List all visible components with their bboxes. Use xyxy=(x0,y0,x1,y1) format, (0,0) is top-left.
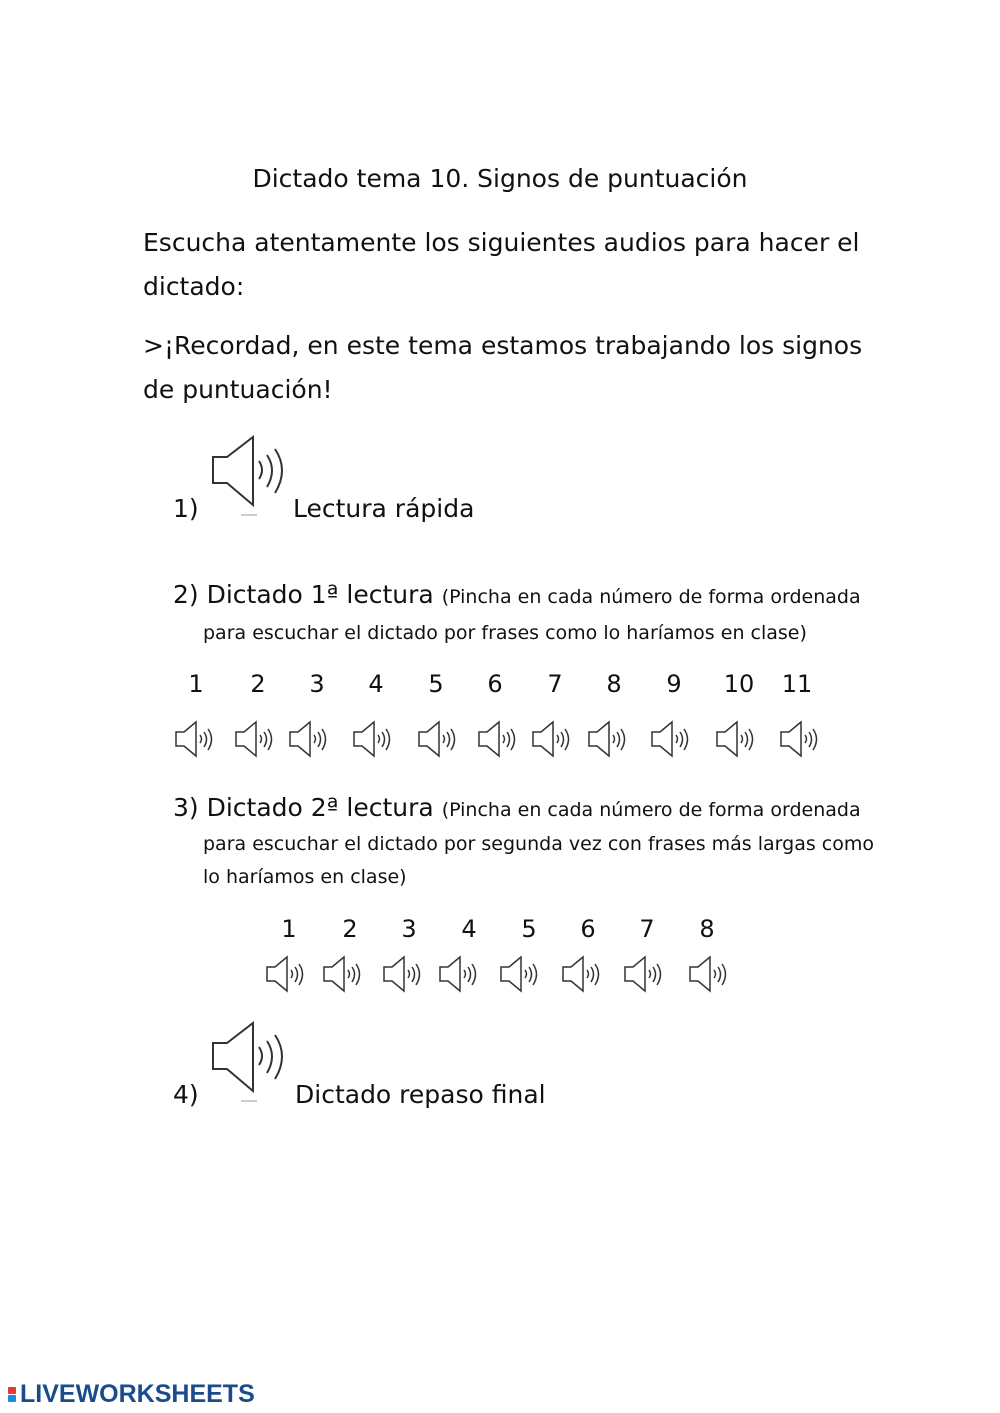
dictation-number[interactable]: 6 xyxy=(487,670,503,698)
dictation-number[interactable]: 8 xyxy=(606,670,622,698)
speaker-icon[interactable] xyxy=(499,955,547,995)
speaker-icon[interactable] xyxy=(352,720,400,760)
item2-note-line1: (Pincha en cada número de forma ordenada xyxy=(441,586,861,608)
dictation-number[interactable]: 4 xyxy=(461,915,477,943)
speaker-icon[interactable] xyxy=(234,720,282,760)
dictation-number[interactable]: 5 xyxy=(428,670,444,698)
dictation-number[interactable]: 11 xyxy=(781,670,813,698)
speaker-icon[interactable] xyxy=(715,720,763,760)
speaker-icon[interactable] xyxy=(779,720,827,760)
dictation-number[interactable]: 1 xyxy=(281,915,297,943)
speaker-icon[interactable] xyxy=(205,435,295,517)
item2-note-line2: para escuchar el dictado por frases como lo haríamos en clase) xyxy=(203,622,807,644)
speaker-icon[interactable] xyxy=(382,955,430,995)
speaker-icon[interactable] xyxy=(265,955,313,995)
speaker-icon[interactable] xyxy=(650,720,698,760)
item4-number: 4) xyxy=(173,1080,199,1109)
item3-note-line3: lo haríamos en clase) xyxy=(203,866,407,888)
dictation-number[interactable]: 8 xyxy=(699,915,715,943)
item1-number: 1) xyxy=(173,494,199,523)
reminder-text: >¡Recordad, en este tema estamos trabajando los signos de puntuación! xyxy=(143,331,863,404)
intro-text: Escucha atentamente los siguientes audios para hacer el dictado: xyxy=(143,228,860,301)
speaker-icon[interactable] xyxy=(561,955,609,995)
speaker-icon[interactable] xyxy=(587,720,635,760)
item3-note-line1: (Pincha en cada número de forma ordenada xyxy=(441,799,861,821)
page-title: Dictado tema 10. Signos de puntuación xyxy=(252,164,748,193)
item3-head-text: 3) Dictado 2ª lectura xyxy=(173,793,434,822)
speaker-icon[interactable] xyxy=(531,720,579,760)
speaker-icon[interactable] xyxy=(477,720,525,760)
dictation-number[interactable]: 7 xyxy=(639,915,655,943)
dictation-number[interactable]: 5 xyxy=(521,915,537,943)
brand-mark-icon xyxy=(8,1387,16,1402)
item2-heading xyxy=(173,580,861,609)
dictation-number[interactable]: 9 xyxy=(666,670,682,698)
dictation-number[interactable]: 2 xyxy=(250,670,266,698)
dictation-number[interactable]: 3 xyxy=(401,915,417,943)
brand-text: LIVEWORKSHEETS xyxy=(20,1380,255,1408)
dictation-number[interactable]: 2 xyxy=(342,915,358,943)
speaker-icon[interactable] xyxy=(288,720,336,760)
speaker-icon[interactable] xyxy=(688,955,736,995)
dictation-number[interactable]: 1 xyxy=(188,670,204,698)
speaker-icon[interactable] xyxy=(417,720,465,760)
speaker-icon[interactable] xyxy=(623,955,671,995)
speaker-icon[interactable] xyxy=(205,1021,295,1103)
dictation-number[interactable]: 10 xyxy=(723,670,755,698)
item1-label: Lectura rápida xyxy=(293,494,475,523)
dictation-number[interactable]: 3 xyxy=(309,670,325,698)
dictation-number[interactable]: 6 xyxy=(580,915,596,943)
dictation-number[interactable]: 4 xyxy=(368,670,384,698)
liveworksheets-logo xyxy=(8,1380,255,1409)
item3-heading xyxy=(173,793,861,822)
item2-head-text: 2) Dictado 1ª lectura xyxy=(173,580,434,609)
item4-label: Dictado repaso final xyxy=(295,1080,546,1109)
speaker-icon[interactable] xyxy=(438,955,486,995)
speaker-icon[interactable] xyxy=(174,720,222,760)
item3-note-line2: para escuchar el dictado por segunda vez con frases más largas como xyxy=(203,833,874,855)
dictation-number[interactable]: 7 xyxy=(547,670,563,698)
speaker-icon[interactable] xyxy=(322,955,370,995)
